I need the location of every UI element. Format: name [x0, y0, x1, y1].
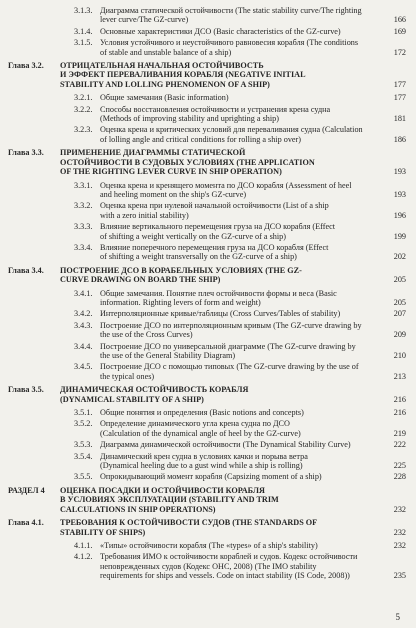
entry-title	[100, 342, 384, 361]
page-ref: 193	[393, 167, 406, 177]
entry-title	[60, 385, 384, 404]
page-ref: 166	[393, 15, 406, 25]
entry-title-line: ОТРИЦАТЕЛЬНАЯ НАЧАЛЬНАЯ ОСТОЙЧИВОСТЬ	[60, 61, 264, 71]
section-number: 3.4.4.	[74, 341, 93, 351]
toc-section-entry	[8, 419, 406, 438]
entry-title	[60, 266, 384, 285]
entry-title-line: requirements for ships and vessels. Code on intact stability (IS Code, 2008))	[100, 571, 350, 581]
entry-title	[100, 309, 384, 318]
section-number: 4.1.2.	[74, 552, 93, 562]
chapter-label: Глава 3.5.	[8, 385, 44, 395]
entry-title	[100, 222, 384, 241]
entry-title	[100, 321, 384, 340]
toc-section-entry	[8, 362, 406, 381]
toc-section-entry	[8, 201, 406, 220]
toc-section-entry	[8, 125, 406, 144]
entry-title-line: STABILITY AND LOLLING PHENOMENON OF A SHIP)	[60, 79, 270, 89]
entry-title	[100, 125, 384, 144]
toc-section-entry	[8, 105, 406, 124]
toc-section-entry	[8, 408, 406, 417]
entry-title-line: Общие замечания. Понятие плеч остойчивости формы и веса (Basic	[100, 288, 337, 298]
entry-title-line: Определение динамического угла крена судна по ДСО	[100, 419, 290, 429]
entry-title-line: (Dynamical heeling due to a gust wind while a ship is rolling)	[100, 461, 303, 471]
page-ref: 205	[393, 275, 406, 285]
toc-section-entry	[8, 452, 406, 471]
section-number: 3.1.4.	[74, 26, 93, 36]
section-number: 3.5.2.	[74, 419, 93, 429]
entry-title-line: the use of the General Stability Diagram)	[100, 351, 236, 360]
page-ref: 181	[393, 114, 406, 124]
entry-title-line: Оценка крена при нулевой начальной остойчивости (List of a ship	[100, 201, 329, 211]
page-ref: 196	[393, 210, 406, 220]
entry-title-line: Построение ДСО с помощью типовых (The GZ-curve drawing by the use of	[100, 362, 359, 372]
entry-title	[60, 486, 384, 514]
entry-title-line: information. Righting levers of form and weight)	[100, 297, 261, 307]
page-ref: 207	[393, 309, 406, 319]
section-number: 3.3.3.	[74, 222, 93, 232]
page-ref: 172	[393, 47, 406, 57]
entry-title	[100, 440, 384, 449]
entry-title-line: of stable and unstable balance of a ship)	[100, 47, 232, 57]
entry-title	[100, 541, 384, 550]
entry-title-line: В УСЛОВИЯХ ЭКСПЛУАТАЦИИ (STABILITY AND TRIM	[60, 495, 279, 505]
entry-title-line: CURVE DRAWING ON BOARD THE SHIP)	[60, 275, 221, 285]
entry-title-line: Общие понятия и определения (Basic notions and concepts)	[100, 408, 304, 418]
toc-section-entry	[8, 552, 406, 580]
entry-title-line: with a zero initial stability)	[100, 210, 189, 220]
entry-title	[100, 6, 384, 25]
page-ref: 232	[393, 504, 406, 514]
entry-title-line: ПРИМЕНЕНИЕ ДИАГРАММЫ СТАТИЧЕСКОЙ	[60, 148, 246, 158]
entry-title	[100, 201, 384, 220]
chapter-label: Глава 3.2.	[8, 61, 44, 71]
entry-title-line: ОСТОЙЧИВОСТИ В СУДОВЫХ УСЛОВИЯХ (THE APPLICATION	[60, 157, 315, 167]
entry-title-line: Влияние поперечного перемещения груза на ДСО корабля (Effect	[100, 242, 329, 252]
toc-section-entry	[8, 93, 406, 102]
entry-title-line: (Methods of improving stability and uprighting a ship)	[100, 114, 279, 124]
section-number: 3.3.4.	[74, 242, 93, 252]
page-ref: 219	[393, 428, 406, 438]
entry-title-line: неповрежденных судов (Кодекс ОНС, 2008) (The IMO stability	[100, 561, 317, 571]
section-number: 3.2.1.	[74, 93, 93, 103]
entry-title-line: the typical ones)	[100, 371, 155, 381]
entry-title	[100, 181, 384, 200]
entry-title-line: Условия устойчивого и неустойчивого равновесия корабля (The conditions	[100, 38, 359, 48]
page-ref: 232	[393, 527, 406, 537]
section-number: 3.5.5.	[74, 472, 93, 482]
entry-title-line: И ЭФФЕКТ ПЕРЕВАЛИВАНИЯ КОРАБЛЯ (NEGATIVE INITIAL	[60, 70, 306, 80]
toc-chapter-entry	[8, 266, 406, 285]
toc-section-entry	[8, 243, 406, 262]
page-ref: 177	[393, 79, 406, 89]
entry-title-line: (DYNAMICAL STABILITY OF A SHIP)	[60, 394, 204, 404]
entry-title-line: Способы восстановления остойчивости и устранения крена судна	[100, 104, 331, 114]
section-number: 3.5.3.	[74, 440, 93, 450]
entry-title-line: STABILITY OF SHIPS)	[60, 527, 146, 537]
chapter-label: Глава 4.1.	[8, 518, 44, 528]
page-ref: 210	[393, 351, 406, 360]
section-number: 3.4.1.	[74, 288, 93, 298]
page-ref: 186	[393, 134, 406, 144]
section-number: 3.4.5.	[74, 362, 93, 372]
entry-title	[60, 518, 384, 537]
toc-section-entry	[8, 309, 406, 318]
entry-title-line: ТРЕБОВАНИЯ К ОСТОЙЧИВОСТИ СУДОВ (THE STANDARDS OF	[60, 518, 318, 528]
chapter-label: Глава 3.4.	[8, 265, 44, 275]
page-ref: 225	[393, 461, 406, 471]
entry-title-line: Интерполяционные кривые/таблицы (Cross Curves/Tables of stability)	[100, 309, 341, 319]
section-number: 3.2.2.	[74, 104, 93, 114]
toc-section-entry	[8, 440, 406, 449]
page-ref: 216	[393, 408, 406, 418]
toc-chapter-entry	[8, 148, 406, 176]
page-ref: 209	[393, 330, 406, 340]
page-ref: 222	[393, 440, 406, 450]
toc-chapter-entry	[8, 486, 406, 514]
toc-section-entry	[8, 6, 406, 25]
entry-title-line: lever curve/The GZ-curve)	[100, 15, 189, 25]
toc-section-entry	[8, 222, 406, 241]
entry-title	[100, 552, 384, 580]
entry-title	[100, 472, 384, 481]
entry-title-line: and heeling moment on the ship's GZ-curve)	[100, 189, 247, 199]
section-number: 3.1.5.	[74, 38, 93, 48]
entry-title-line: CALCULATIONS IN SHIP OPERATIONS)	[60, 504, 216, 514]
entry-title	[100, 38, 384, 57]
page-ref: 228	[393, 472, 406, 482]
entry-title-line: Опрокидывающий момент корабля (Capsizing moment of a ship)	[100, 472, 322, 482]
page-ref: 232	[393, 540, 406, 550]
toc-section-entry	[8, 289, 406, 308]
entry-title	[100, 27, 384, 36]
section-number: 3.5.4.	[74, 451, 93, 461]
page-number: 5	[395, 612, 400, 622]
table-of-contents	[8, 6, 406, 583]
entry-title-line: Оценка крена и критических условий для переваливания судна (Calculation	[100, 125, 363, 135]
page-ref: 169	[393, 26, 406, 36]
section-number: 3.4.3.	[74, 320, 93, 330]
section-number: 3.4.2.	[74, 309, 93, 319]
entry-title-line: Основные характеристики ДСО (Basic characteristics of the GZ-curve)	[100, 26, 341, 36]
entry-title	[60, 61, 384, 89]
entry-title	[100, 289, 384, 308]
entry-title	[60, 148, 384, 176]
toc-chapter-entry	[8, 61, 406, 89]
entry-title	[100, 419, 384, 438]
entry-title-line: Диаграмма статической остойчивости (The static stability curve/The righting	[100, 6, 362, 15]
page-ref: 202	[393, 252, 406, 262]
entry-title-line: «Типы» остойчивости корабля (The «types» of a ship's stability)	[100, 540, 318, 550]
entry-title	[100, 93, 384, 102]
entry-title	[100, 408, 384, 417]
section-number: 3.3.1.	[74, 180, 93, 190]
entry-title-line: of shifting a weight transversally on the GZ-curve of a ship)	[100, 252, 297, 262]
chapter-label: РАЗДЕЛ 4	[8, 485, 45, 495]
entry-title-line: of shifting a weight vertically on the GZ-curve of a ship)	[100, 231, 286, 241]
toc-section-entry	[8, 27, 406, 36]
toc-section-entry	[8, 181, 406, 200]
page-ref: 199	[393, 231, 406, 241]
section-number: 4.1.1.	[74, 540, 93, 550]
toc-section-entry	[8, 472, 406, 481]
entry-title-line: ПОСТРОЕНИЕ ДСО В КОРАБЕЛЬНЫХ УСЛОВИЯХ (THE GZ-	[60, 265, 302, 275]
entry-title-line: Построение ДСО по универсальной диаграмме (The GZ-curve drawing by	[100, 341, 356, 351]
entry-title-line: of lolling angle and critical conditions for rolling a ship over)	[100, 134, 301, 144]
entry-title-line: Динамический крен судна в условиях качки и порыва ветра	[100, 451, 308, 461]
entry-title-line: OF THE RIGHTING LEVER CURVE IN SHIP OPERATION)	[60, 167, 282, 177]
entry-title-line: ОЦЕНКА ПОСАДКИ И ОСТОЙЧИВОСТИ КОРАБЛЯ	[60, 485, 265, 495]
entry-title-line: Оценка крена и кренящего момента по ДСО корабля (Assessment of heel	[100, 180, 352, 190]
entry-title	[100, 362, 384, 381]
entry-title-line: Построение ДСО по интерполяционным кривым (The GZ-curve drawing by	[100, 320, 362, 330]
entry-title	[100, 243, 384, 262]
toc-chapter-entry	[8, 385, 406, 404]
page-ref: 216	[393, 394, 406, 404]
entry-title-line: the use of the Cross Curves)	[100, 330, 193, 340]
toc-section-entry	[8, 342, 406, 361]
page-ref: 213	[393, 371, 406, 381]
page-ref: 235	[393, 571, 406, 581]
page-ref: 205	[393, 297, 406, 307]
toc-chapter-entry	[8, 518, 406, 537]
toc-section-entry	[8, 38, 406, 57]
section-number: 3.2.3.	[74, 125, 93, 135]
section-number: 3.1.3.	[74, 6, 93, 15]
entry-title-line: Диаграмма динамической остойчивости (The Dynamical Stability Curve)	[100, 440, 351, 450]
toc-section-entry	[8, 541, 406, 550]
entry-title-line: (Calculation of the dynamical angle of heel by the GZ-curve)	[100, 428, 301, 438]
entry-title-line: ДИНАМИЧЕСКАЯ ОСТОЙЧИВОСТЬ КОРАБЛЯ	[60, 385, 249, 395]
entry-title-line: Общие замечания (Basic information)	[100, 93, 229, 103]
page-ref: 177	[393, 93, 406, 103]
entry-title-line: Влияние вертикального перемещения груза на ДСО корабля (Effect	[100, 222, 335, 232]
section-number: 3.5.1.	[74, 408, 93, 418]
entry-title-line: Требования ИМО к остойчивости кораблей и судов. Кодекс остойчивости	[100, 552, 358, 562]
section-number: 3.3.2.	[74, 201, 93, 211]
entry-title	[100, 452, 384, 471]
page-ref: 193	[393, 189, 406, 199]
chapter-label: Глава 3.3.	[8, 148, 44, 158]
toc-section-entry	[8, 321, 406, 340]
entry-title	[100, 105, 384, 124]
